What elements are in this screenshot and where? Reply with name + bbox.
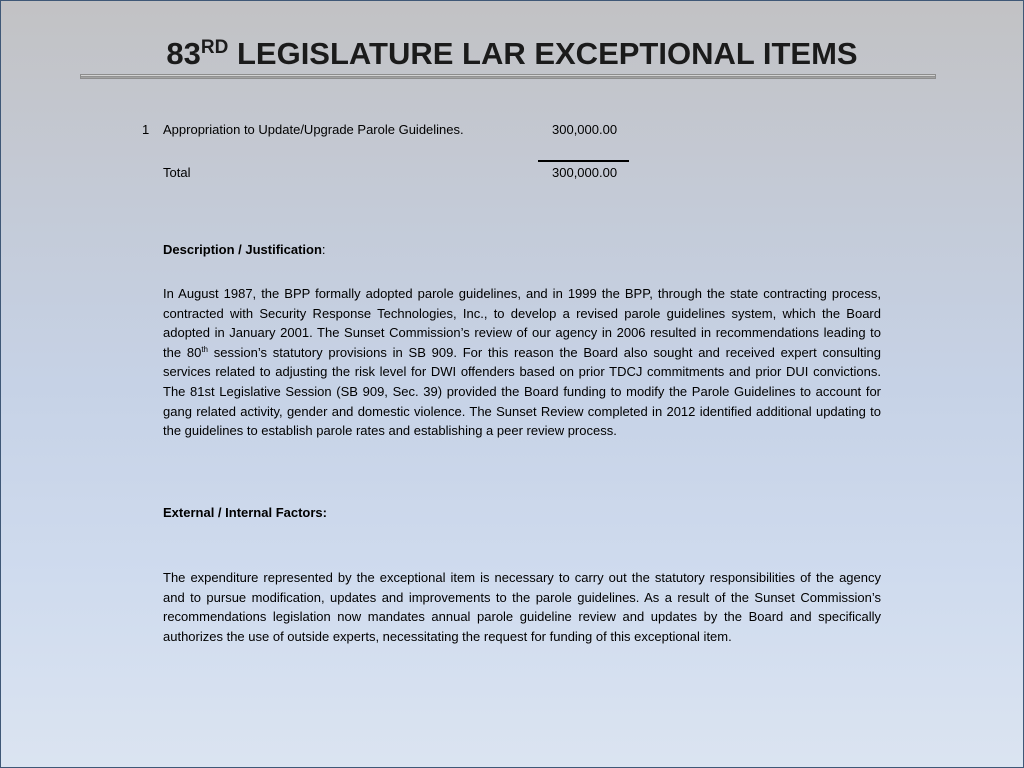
description-heading-text: Description / Justification — [163, 242, 322, 257]
description-paragraph-part2: session’s statutory provisions in SB 909. For this reason the Board also sought and received expert consulting services related to adjusting the risk level for DWI offenders based on prior TDCJ commitments and prior DUI convictions. The 81st Legislative Session (SB 909, Sec. 39) provided the Board funding to modify the Parole Guidelines to account for gang related activity, gender and domestic violence. The Sunset Review completed in 2012 identified additional updating to the guidelines to establish parole rates and establishing a peer review process. — [163, 344, 882, 439]
description-heading — [163, 240, 326, 260]
title-divider — [80, 74, 936, 79]
item-amount: 300,000.00 — [552, 122, 618, 137]
title-ordinal-suffix: RD — [200, 37, 229, 58]
description-paragraph — [163, 284, 881, 441]
title-number: 83 — [166, 36, 201, 71]
total-amount: 300,000.00 — [552, 165, 618, 180]
slide-title — [0, 34, 1024, 79]
factors-paragraph: The expenditure represented by the exceptional item is necessary to carry out the statutory responsibilities of the agency and to pursue modification, updates and improvements to the parole guidelines. As a result of the Sunset Commission’s recommendations legislation now mandates annual parole guideline review and updates by the Board and specifically authorizes the use of outside experts, necessitating the request for funding of this exceptional item. — [163, 570, 881, 644]
sum-divider — [538, 160, 629, 162]
item-number: 1 — [142, 122, 150, 137]
total-label: Total — [163, 165, 191, 180]
title-text: LEGISLATURE LAR EXCEPTIONAL ITEMS — [228, 36, 858, 71]
item-description: Appropriation to Update/Upgrade Parole Guidelines. — [163, 122, 464, 137]
description-paragraph-part1: In August 1987, the BPP formally adopted parole guidelines, and in 1999 the BPP, through the state contracting process, contracted with Security Response Technologies, Inc., to develop a revised parole guidelines system, which the Board adopted in January 2001. The Sunset Commission’s review of our agency in 2006 resulted in recommendations leading to the 80 — [163, 286, 881, 360]
ordinal-superscript: th — [201, 344, 208, 354]
description-heading-colon: : — [321, 242, 326, 257]
factors-heading: External / Internal Factors: — [163, 505, 327, 520]
